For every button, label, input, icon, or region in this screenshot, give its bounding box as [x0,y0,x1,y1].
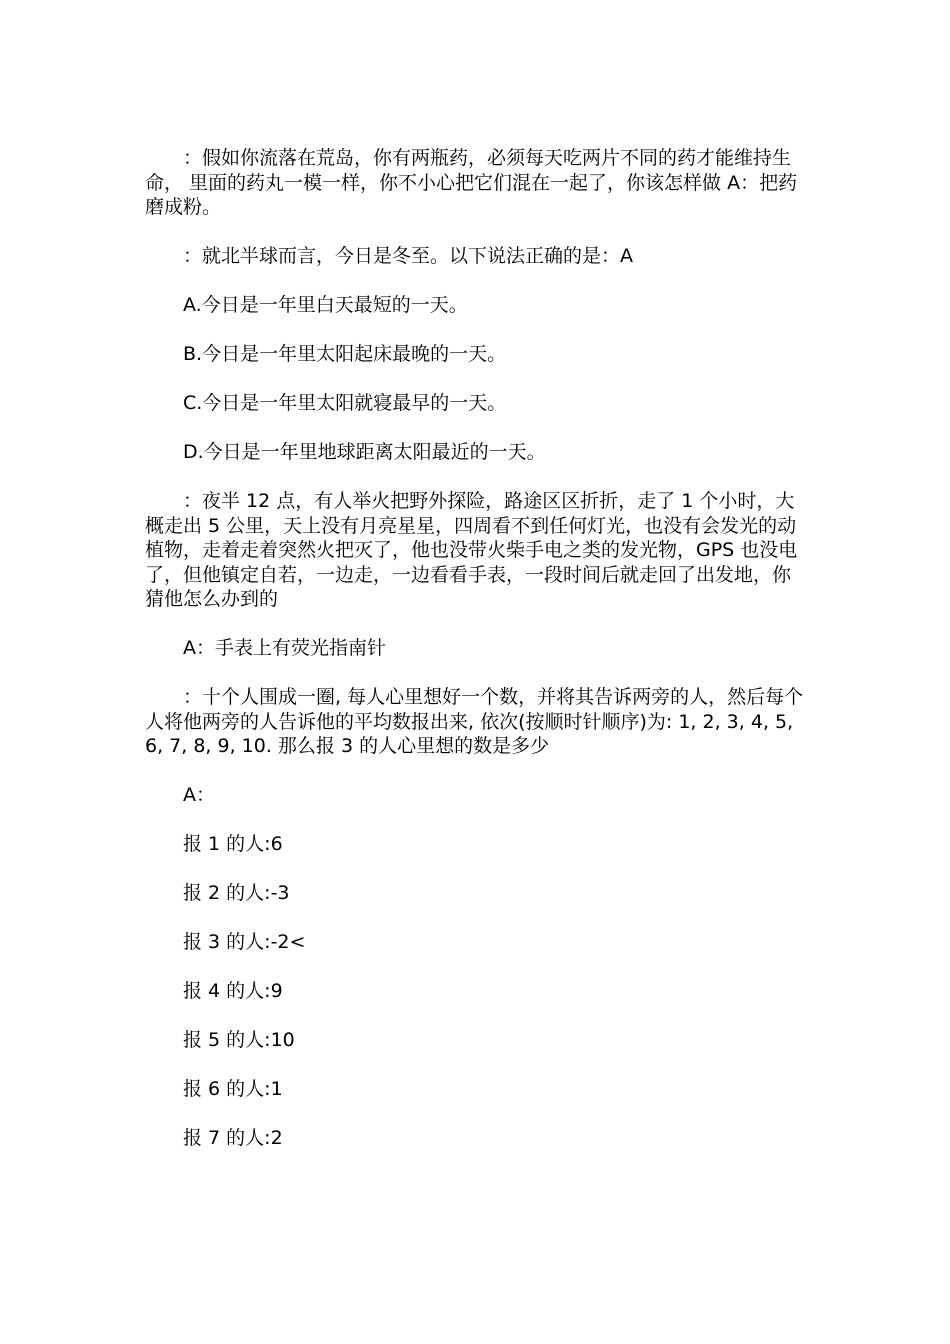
answer-label: A： [183,784,215,806]
paragraph-solstice-question: ：就北半球而言，今日是冬至。以下说法正确的是：A [183,245,633,267]
answer-line-4: 报 4 的人:9 [183,980,283,1002]
answer-line-2: 报 2 的人:-3 [183,882,290,904]
answer-line-3: 报 3 的人:-2< [183,931,306,953]
option-a: A.今日是一年里白天最短的一天。 [183,294,468,316]
answer-line-1: 报 1 的人:6 [183,833,283,855]
answer-line-6: 报 6 的人:1 [183,1078,283,1100]
paragraph-ten-people-puzzle: ：十个人围成一圈, 每人心里想好一个数，并将其告诉两旁的人，然后每个人将他两旁的人告诉他的平均数报出来, 依次(按顺时针顺序)为: 1, 2, 3, 4, 5, 6, 7, 8, 9, 10. 那么报 3 的人心里想的数是多少 [145,686,804,757]
paragraph-island-puzzle: ：假如你流落在荒岛，你有两瓶药，必须每天吃两片不同的药才能维持生命， 里面的药丸一模一样，你不小心把它们混在一起了，你该怎样做 A：把药磨成粉。 [145,147,798,218]
answer-line-5: 报 5 的人:10 [183,1029,295,1051]
paragraph-night-walk-puzzle: ：夜半 12 点，有人举火把野外探险，路途区区折折，走了 1 个小时，大概走出 5 公里，天上没有月亮星星，四周看不到任何灯光，也没有会发光的动植物，走着走着突然火把灭了，他也没带火柴手电之类的发光物，GPS 也没电了，但他镇定自若，一边走，一边看看手表，一段时间后就走回了出发地，你猜他怎么办到的 [145,490,798,610]
answer-night-walk: A：手表上有荧光指南针 [183,637,386,659]
answer-line-7: 报 7 的人:2 [183,1127,283,1149]
option-d: D.今日是一年里地球距离太阳最近的一天。 [183,441,546,463]
option-c: C.今日是一年里太阳就寝最早的一天。 [183,392,507,414]
option-b: B.今日是一年里太阳起床最晚的一天。 [183,343,507,365]
document-page [145,146,805,1175]
